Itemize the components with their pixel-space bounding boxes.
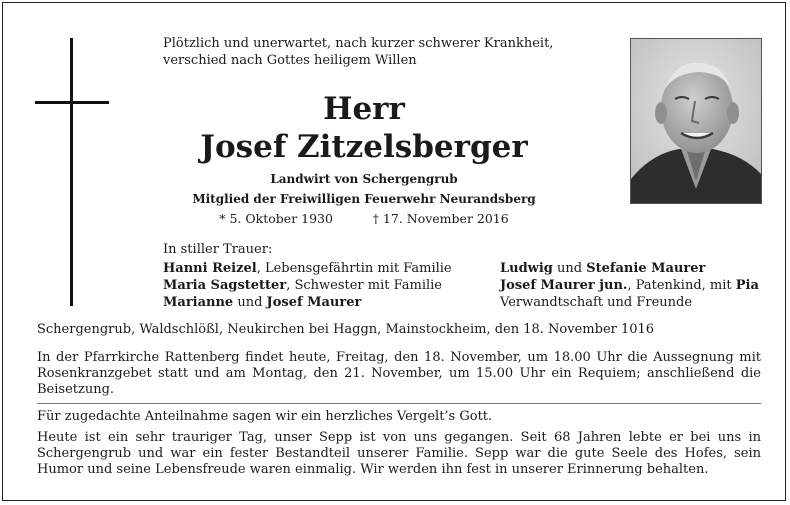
mourner-row	[500, 260, 765, 277]
intro-line: Plötzlich und unerwartet, nach kurzer schwerer Krankheit,	[163, 36, 554, 51]
intro-text	[163, 35, 603, 69]
deceased-role: Landwirt von Schergengrub	[270, 172, 458, 186]
mourners-left	[163, 260, 493, 311]
thanks-text: Für zugedachte Anteilnahme sagen wir ein herzliches Vergelt’s Gott.	[37, 409, 493, 424]
mourner-name-2: Stefanie Maurer	[586, 261, 706, 276]
mourner-relation: , Lebensgefährtin mit Familie	[256, 261, 452, 276]
cross-icon	[70, 38, 73, 306]
mourner-row	[163, 277, 493, 294]
mourner-connector: und	[552, 261, 587, 276]
divider	[37, 403, 761, 404]
mourner-relation: , Schwester mit Familie	[286, 278, 442, 293]
mourners-right	[500, 260, 765, 311]
mourning-title: In stiller Trauer:	[163, 242, 273, 257]
mourner-name: Ludwig	[500, 261, 553, 276]
mourner-row	[163, 294, 493, 311]
mourner-name: Josef Maurer jun.	[500, 278, 628, 293]
mourner-name-2: Pia	[735, 278, 759, 293]
service-info: In der Pfarrkirche Rattenberg findet heute, Freitag, den 18. November, um 18.00 Uhr die Aussegnung mit Rosenkranzgebet statt und am Montag, den 21. November, um 15.00 Uhr ein Requiem; anschließend die Beisetzung.	[37, 350, 761, 397]
intro-line: verschied nach Gottes heiligem Willen	[163, 53, 417, 68]
places-date-line: Schergengrub, Waldschlößl, Neukirchen bei Haggn, Mainstockheim, den 18. November 1016	[37, 322, 655, 337]
mourner-name: Marianne	[163, 295, 234, 310]
birth-date: * 5. Oktober 1930	[219, 211, 333, 226]
deceased-membership: Mitglied der Freiwilligen Feuerwehr Neurandsberg	[192, 192, 536, 206]
portrait-photo	[630, 38, 762, 204]
mourner-row	[500, 277, 765, 294]
mourner-name-2: Josef Maurer	[266, 295, 362, 310]
life-dates	[163, 211, 565, 227]
obituary-notice	[2, 2, 786, 501]
mourner-row	[500, 294, 765, 311]
deceased-name: Josef Zitzelsberger	[200, 129, 528, 165]
mourner-relation: , Patenkind, mit	[627, 278, 736, 293]
mourner-name: Maria Sagstetter	[163, 278, 287, 293]
mourner-name: Hanni Reizel	[163, 261, 257, 276]
mourner-relation: Verwandtschaft und Freunde	[500, 295, 693, 310]
mourner-connector: und	[233, 295, 267, 310]
mourner-row	[163, 260, 493, 277]
cross-icon-bar	[35, 101, 109, 104]
portrait-image	[631, 39, 761, 203]
salutation: Herr	[323, 91, 405, 127]
closing-text: Heute ist ein sehr trauriger Tag, unser Sepp ist von uns gegangen. Seit 68 Jahren lebte er bei uns in Schergengrub und war ein fester Bestandteil unserer Familie. Sepp war die gute Seele des Hofes, sein Humor und seine Lebensfreude waren einmalig. Wir werden ihn fest in unserer Erinnerung behalten.	[37, 430, 761, 477]
death-date: † 17. November 2016	[372, 211, 509, 226]
